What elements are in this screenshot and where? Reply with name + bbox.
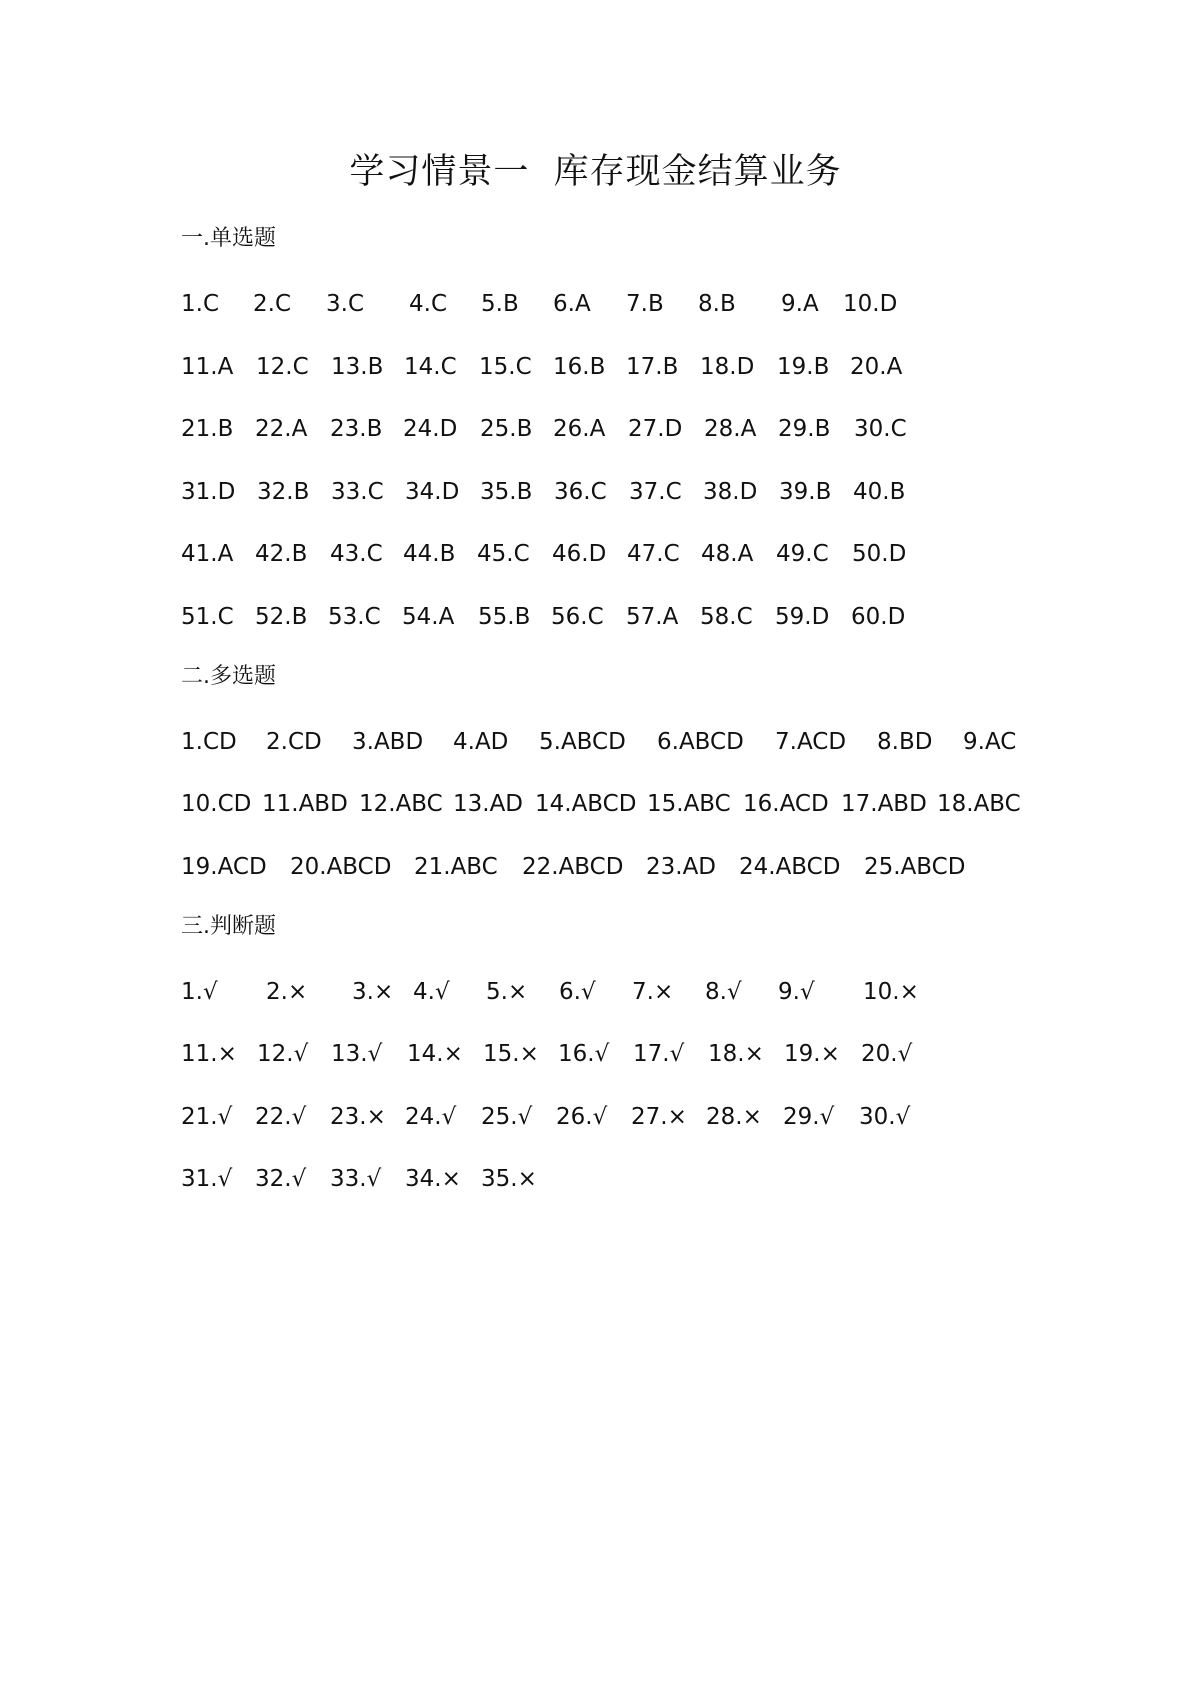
answer-item: 52.B [255,604,308,630]
answer-item: 19.B [777,354,830,380]
answer-item: 30.C [854,416,907,442]
answer-item: 56.C [551,604,604,630]
answer-item: 12.√ [257,1041,309,1067]
answer-item: 9.A [781,291,819,317]
section-heading-multiple-choice: 二.多选题 [181,664,276,689]
answer-item: 57.A [626,604,679,630]
answer-item: 15.ABC [647,791,731,817]
answer-item: 15.× [483,1041,539,1067]
answer-item: 22.√ [255,1104,307,1130]
answer-item: 3.× [352,979,394,1005]
answer-row [181,1101,1081,1133]
answer-item: 28.A [704,416,757,442]
answer-item: 9.√ [778,979,815,1005]
answer-item: 40.B [853,479,906,505]
answer-item: 18.ABC [937,791,1021,817]
answer-item: 12.ABC [359,791,443,817]
answer-item: 28.× [706,1104,762,1130]
answer-item: 33.√ [330,1166,382,1192]
page-title: 学习情景一 库存现金结算业务 [349,152,842,192]
answer-row [181,413,1081,445]
answer-item: 2.× [266,979,308,1005]
answer-item: 5.ABCD [539,729,626,755]
answer-item: 23.B [330,416,383,442]
answer-item: 22.ABCD [522,854,624,880]
answer-item: 18.× [708,1041,764,1067]
answer-item: 16.B [553,354,606,380]
answer-item: 14.C [404,354,457,380]
answer-item: 24.ABCD [739,854,841,880]
answer-item: 60.D [851,604,906,630]
answer-item: 3.C [326,291,365,317]
answer-item: 3.ABD [352,729,424,755]
answer-item: 48.A [701,541,754,567]
answer-item: 53.C [328,604,381,630]
answer-item: 4.√ [413,979,450,1005]
answer-item: 25.ABCD [864,854,966,880]
answer-item: 32.√ [255,1166,307,1192]
answer-item: 11.A [181,354,234,380]
answer-item: 10.D [843,291,898,317]
answer-item: 35.B [480,479,533,505]
answer-row [181,476,1081,508]
answer-item: 17.√ [633,1041,685,1067]
answer-item: 4.AD [453,729,509,755]
answer-item: 31.D [181,479,236,505]
answer-row [181,538,1081,570]
answer-item: 18.D [700,354,755,380]
answer-item: 8.BD [877,729,933,755]
answer-row [181,288,1081,320]
answer-item: 32.B [257,479,310,505]
answer-item: 58.C [700,604,753,630]
answer-item: 51.C [181,604,234,630]
answer-item: 44.B [403,541,456,567]
answer-item: 37.C [629,479,682,505]
answer-item: 11.ABD [262,791,348,817]
answer-item: 5.B [481,291,519,317]
answer-item: 2.CD [266,729,322,755]
answer-item: 6.ABCD [657,729,744,755]
answer-item: 7.ACD [775,729,847,755]
answer-item: 38.D [703,479,758,505]
section-heading-single-choice: 一.单选题 [181,226,276,251]
answer-item: 33.C [331,479,384,505]
answer-item: 21.B [181,416,234,442]
answer-row [181,601,1081,633]
answer-row [181,788,1081,820]
answer-item: 46.D [552,541,607,567]
answer-item: 42.B [255,541,308,567]
answer-item: 1.√ [181,979,218,1005]
answer-item: 8.B [698,291,736,317]
answer-item: 29.√ [783,1104,835,1130]
answer-item: 34.D [405,479,460,505]
answer-item: 39.B [779,479,832,505]
answer-item: 19.× [784,1041,840,1067]
answer-item: 13.B [331,354,384,380]
answer-item: 20.A [850,354,903,380]
answer-item: 43.C [330,541,383,567]
answer-item: 5.× [486,979,528,1005]
section-heading-true-false: 三.判断题 [181,914,276,939]
answer-item: 20.ABCD [290,854,392,880]
answer-row [181,726,1081,758]
answer-item: 26.√ [556,1104,608,1130]
answer-item: 21.√ [181,1104,233,1130]
answer-item: 17.ABD [841,791,927,817]
answer-item: 54.A [402,604,455,630]
answer-item: 50.D [852,541,907,567]
answer-item: 34.× [405,1166,461,1192]
answer-item: 59.D [775,604,830,630]
answer-item: 30.√ [859,1104,911,1130]
answer-item: 55.B [478,604,531,630]
answer-item: 14.× [407,1041,463,1067]
answer-item: 26.A [553,416,606,442]
answer-item: 10.× [863,979,919,1005]
answer-item: 31.√ [181,1166,233,1192]
answer-item: 23.× [330,1104,386,1130]
answer-row [181,1163,1081,1195]
answer-item: 25.√ [481,1104,533,1130]
answer-item: 2.C [253,291,292,317]
answer-item: 16.ACD [743,791,829,817]
answer-item: 1.C [181,291,220,317]
answer-item: 19.ACD [181,854,267,880]
answer-item: 6.A [553,291,591,317]
answer-item: 4.C [409,291,448,317]
answer-item: 10.CD [181,791,252,817]
answer-item: 17.B [626,354,679,380]
answer-item: 16.√ [558,1041,610,1067]
answer-row [181,1038,1081,1070]
answer-row [181,351,1081,383]
answer-item: 27.D [628,416,683,442]
answer-row [181,851,1081,883]
answer-item: 14.ABCD [535,791,637,817]
answer-item: 25.B [480,416,533,442]
answer-item: 49.C [776,541,829,567]
answer-item: 41.A [181,541,234,567]
answer-item: 20.√ [861,1041,913,1067]
answer-item: 21.ABC [414,854,498,880]
answer-row [181,976,1081,1008]
answer-item: 24.√ [405,1104,457,1130]
answer-item: 12.C [256,354,309,380]
answer-item: 13.√ [331,1041,383,1067]
answer-item: 1.CD [181,729,237,755]
answer-item: 35.× [481,1166,537,1192]
answer-item: 45.C [477,541,530,567]
answer-item: 27.× [631,1104,687,1130]
answer-item: 36.C [554,479,607,505]
answer-item: 11.× [181,1041,237,1067]
answer-item: 15.C [479,354,532,380]
answer-item: 9.AC [963,729,1017,755]
answer-item: 6.√ [559,979,596,1005]
answer-item: 22.A [255,416,308,442]
answer-item: 24.D [403,416,458,442]
answer-item: 8.√ [705,979,742,1005]
answer-item: 23.AD [646,854,717,880]
answer-item: 29.B [778,416,831,442]
answer-item: 7.× [632,979,674,1005]
answer-item: 47.C [627,541,680,567]
answer-item: 7.B [626,291,664,317]
answer-item: 13.AD [453,791,524,817]
